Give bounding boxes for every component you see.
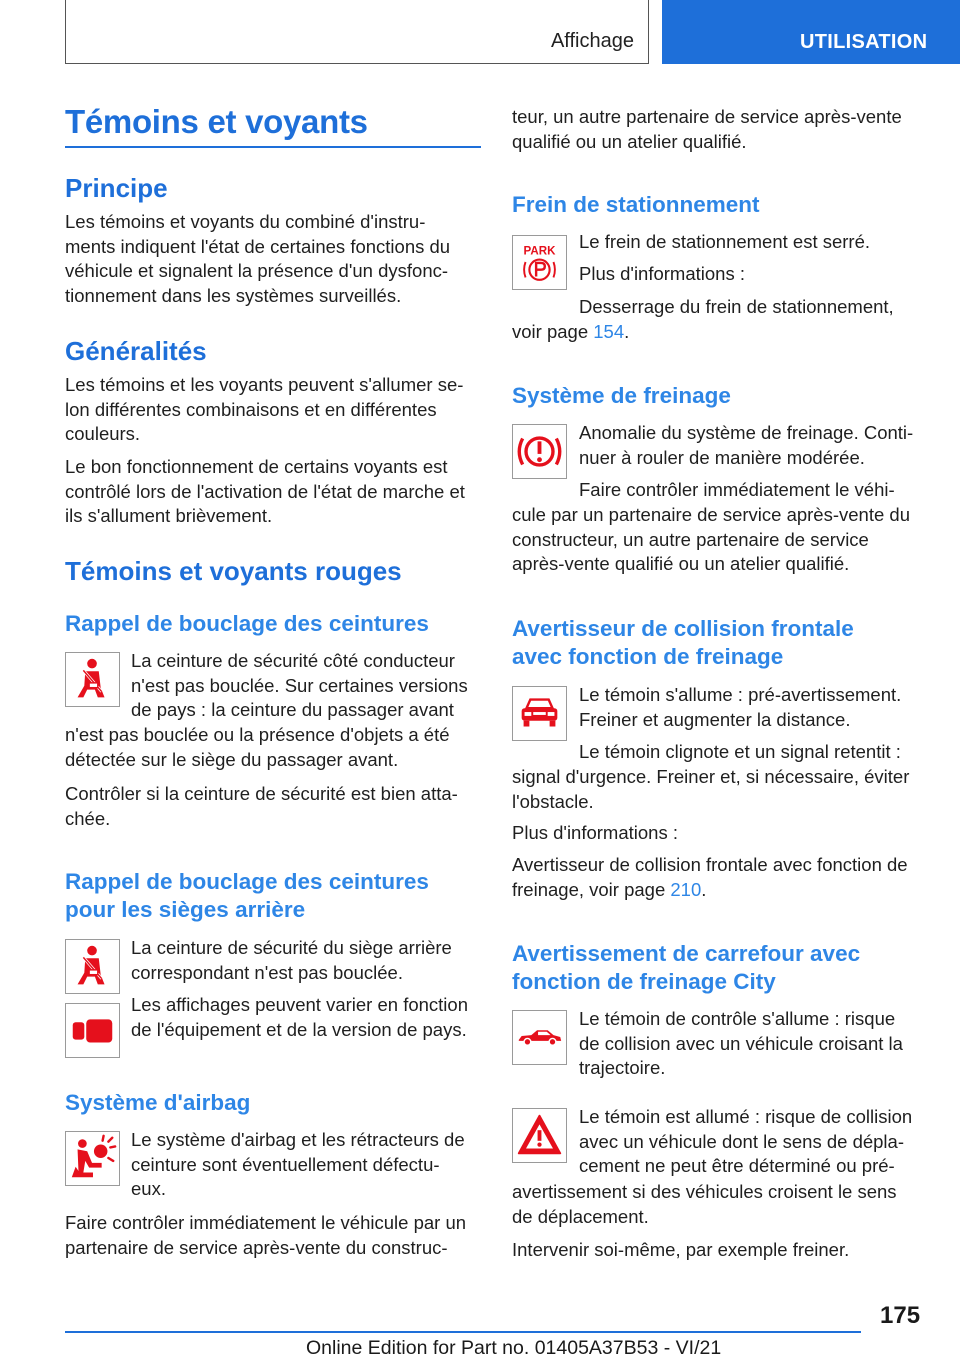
airbag-warning-icon xyxy=(65,1131,120,1186)
heading-principe: Principe xyxy=(65,173,168,203)
brake-system-warning-icon xyxy=(512,424,567,479)
paragraph-airbag-2: Faire contrôler immédiatement le véhicule par un partenaire de service après-vente du construc- xyxy=(65,1212,467,1258)
paragraph-principe: Les témoins et voyants du combiné d'instru- ments indiquent l'état de certaines fonctions du véhicule et signalent la présence d'un dysfonc- tionnement dans les systèmes surveillés. xyxy=(65,211,451,306)
page-title: Témoins et voyants xyxy=(65,103,368,140)
paragraph-airbag-1: Le système d'airbag et les rétracteurs de ceinture sont éventuellement défectu- eux. xyxy=(131,1129,465,1199)
page-number: 175 xyxy=(880,1302,921,1329)
heading-voyants-rouges: Témoins et voyants rouges xyxy=(65,556,402,586)
heading-generalites: Généralités xyxy=(65,336,207,366)
heading-systeme-freinage: Système de freinage xyxy=(512,383,731,408)
paragraph-bouclage-1: La ceinture de sécurité côté conducteur n'est pas bouclée. Sur certaines versions de pays : la ceinture du passager avant xyxy=(131,650,468,720)
paragraph-park-3b: voir page 154. xyxy=(512,321,630,342)
heading-collision-frontale: Avertisseur de collision frontale avec fonction de freinage xyxy=(512,616,854,669)
header-section-title: Affichage xyxy=(550,30,634,52)
paragraph-brake-2a: Faire contrôler immédiatement le véhi- xyxy=(579,479,895,500)
paragraph-bouclage-1b: n'est pas bouclée ou la présence d'objets a été détectée sur le siège du passager avant. xyxy=(65,724,450,770)
paragraph-fcw-1: Le témoin s'allume : pré-avertissement. Freiner et augmenter la distance. xyxy=(579,684,902,730)
svg-text:PARK: PARK xyxy=(523,245,556,258)
paragraph-fcw-2: signal d'urgence. Freiner et, si nécessaire, éviter l'obstacle. xyxy=(512,766,910,812)
heading-carrefour-city: Avertissement de carrefour avec fonction de freinage City xyxy=(512,941,861,994)
paragraph-city-3: Intervenir soi-même, par exemple freiner. xyxy=(512,1239,850,1260)
paragraph-city-1: Le témoin de contrôle s'allume : risque de collision avec un véhicule croisant la trajectoire. xyxy=(579,1008,903,1078)
page-link-154[interactable]: 154 xyxy=(593,321,625,342)
paragraph-brake-2: cule par un partenaire de service après-vente du constructeur, un autre partenaire de service après-vente qualifié ou un atelier qualifié. xyxy=(512,504,910,574)
page-link-210[interactable]: 210 xyxy=(670,878,702,900)
paragraph-generalites-2: Le bon fonctionnement de certains voyants est contrôlé lors de l'activation de l'état de marche et ils s'allument brièvement. xyxy=(65,456,465,526)
paragraph-fcw-3: Plus d'informations : xyxy=(512,822,678,843)
header-section-box xyxy=(65,0,649,64)
header-chapter-tab xyxy=(662,0,960,64)
paragraph-generalites-1: Les témoins et les voyants peuvent s'allumer se- lon différentes combinaisons et en différentes couleurs. xyxy=(65,374,464,444)
paragraph-arriere-2: Les affichages peuvent varier en fonction de l'équipement et de la version de pays. xyxy=(131,994,468,1040)
paragraph-fcw-4: Avertisseur de collision frontale avec fonction de freinage, voir page 210. xyxy=(512,854,908,900)
paragraph-park-2: Plus d'informations : xyxy=(579,263,745,284)
paragraph-brake-1: Anomalie du système de freinage. Conti- nuer à rouler de manière modérée. xyxy=(579,422,914,468)
rear-seatbelt-warning-icon xyxy=(65,939,120,994)
footer-rule xyxy=(65,1331,861,1333)
header-chapter-label: UTILISATION xyxy=(800,31,928,53)
seatbelt-warning-icon xyxy=(65,652,120,707)
title-underline xyxy=(65,146,481,148)
heading-bouclage-ceintures: Rappel de bouclage des ceintures xyxy=(65,611,429,636)
front-collision-warning-icon xyxy=(512,686,567,741)
heading-airbag: Système d'airbag xyxy=(65,1090,251,1115)
paragraph-bouclage-2: Contrôler si la ceinture de sécurité est bien atta- chée. xyxy=(65,783,458,829)
heading-bouclage-arriere: Rappel de bouclage des ceintures pour les sièges arrière xyxy=(65,869,429,922)
paragraph-park-3: Desserrage du frein de stationnement, xyxy=(579,296,894,317)
warning-triangle-icon xyxy=(512,1108,567,1163)
paragraph-city-2: avertissement si des véhicules croisent le sens de déplacement. xyxy=(512,1181,897,1227)
heading-frein-stationnement: Frein de stationnement xyxy=(512,192,760,217)
paragraph-arriere-1: La ceinture de sécurité du siège arrière correspondant n'est pas bouclée. xyxy=(131,937,452,983)
parking-brake-icon xyxy=(512,235,567,290)
paragraph-continued: teur, un autre partenaire de service après-vente qualifié ou un atelier qualifié. xyxy=(512,106,902,152)
paragraph-city-2a: Le témoin est allumé : risque de collision avec un véhicule dont le sens de dépla- cement ne peut être déterminé ou pré- xyxy=(579,1106,913,1176)
rear-seat-indicator-icon xyxy=(65,1003,120,1058)
footer-edition: Online Edition for Part no. 01405A37B53 - VI/21 xyxy=(306,1337,722,1359)
crossing-traffic-warning-icon xyxy=(512,1010,567,1065)
paragraph-park-1: Le frein de stationnement est serré. xyxy=(579,231,871,252)
paragraph-fcw-2a: Le témoin clignote et un signal retentit : xyxy=(579,741,901,762)
